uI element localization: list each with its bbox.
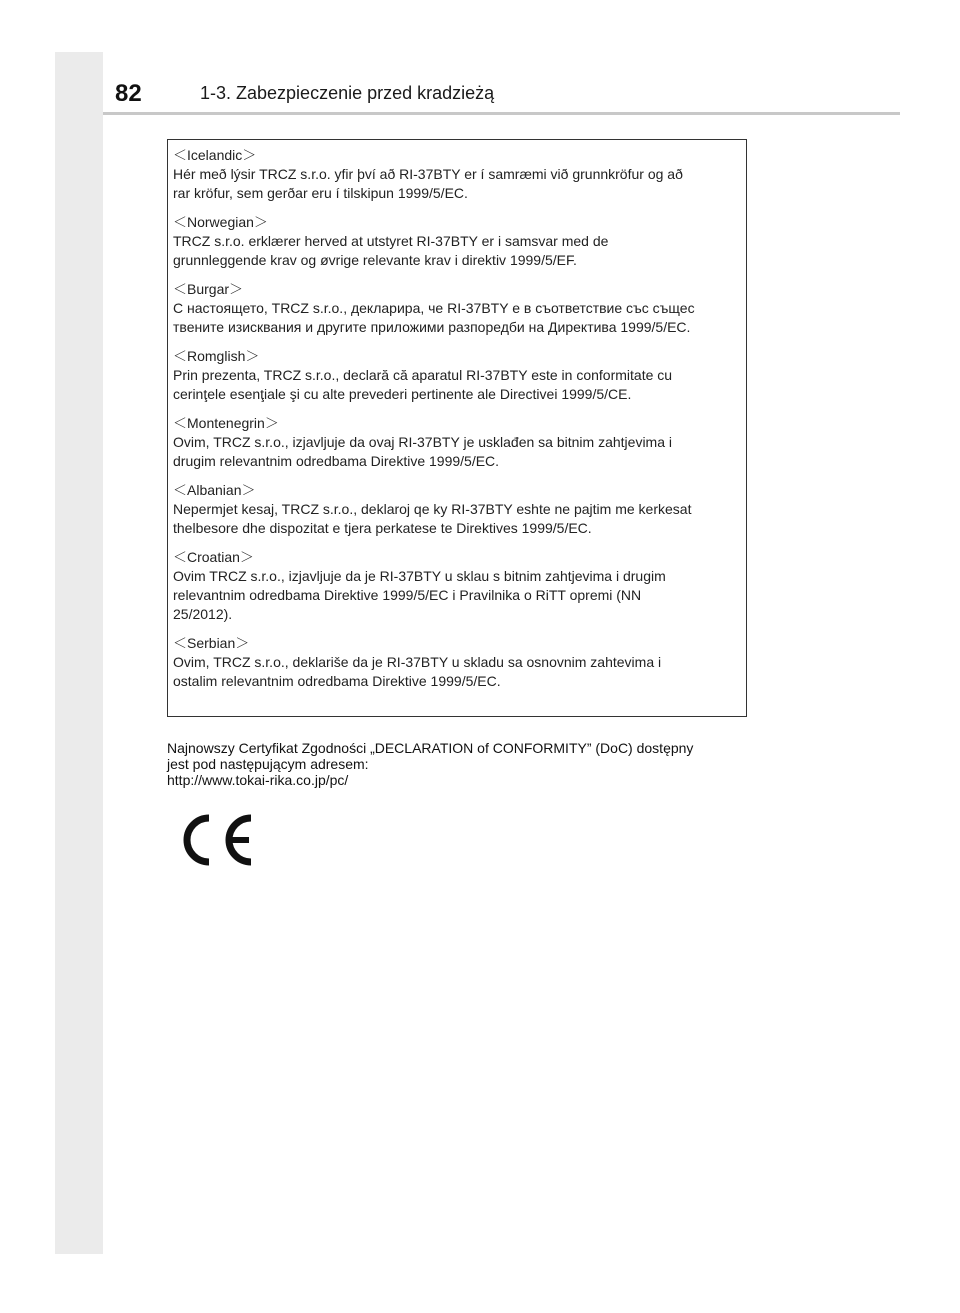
declaration-icelandic [173, 146, 746, 203]
declaration-line: rar kröfur, sem gerðar eru í tilskipun 1999/5/EC. [173, 185, 468, 201]
language-heading: ＜Montenegrin＞ [173, 415, 279, 431]
declaration-serbian [173, 634, 746, 691]
declaration-line: thelbesore dhe dispozitat e tjera perkatese te Direktives 1999/5/EC. [173, 520, 592, 536]
declaration-line: Nepermjet kesaj, TRCZ s.r.o., deklaroj qe ky RI-37BTY eshte ne pajtim me kerkesat [173, 501, 692, 517]
declaration-bulgarian [173, 280, 746, 337]
declaration-line: TRCZ s.r.o. erklærer herved at utstyret RI-37BTY er i samsvar med de [173, 233, 609, 249]
language-heading: ＜Norwegian＞ [173, 214, 268, 230]
note-line: jest pod następującym adresem: [167, 756, 369, 772]
declaration-line: relevantnim odredbama Direktive 1999/5/EC i Pravilnika o RiTT opremi (NN [173, 587, 642, 603]
declaration-line: cerinţele esenţiale şi cu alte prevederi pertinente ale Directivei 1999/5/CE. [173, 386, 632, 402]
language-heading: ＜Albanian＞ [173, 482, 256, 498]
declaration-line: ostalim relevantnim odredbama Direktive 1999/5/EC. [173, 673, 501, 689]
header-divider [103, 112, 900, 115]
declaration-croatian [173, 548, 746, 624]
language-heading: ＜Icelandic＞ [173, 147, 257, 163]
declaration-line: grunnleggende krav og øvrige relevante krav i direktiv 1999/5/EF. [173, 252, 577, 268]
page-number: 82 [115, 80, 142, 107]
declaration-montenegrin [173, 414, 746, 471]
declaration-line: твените изисквания и другите приложими разпоредби на Директива 1999/5/ЕС. [173, 319, 691, 335]
ce-mark-icon [175, 812, 255, 868]
declaration-line: Prin prezenta, TRCZ s.r.o., declară că aparatul RI-37BTY este in conformitate cu [173, 367, 673, 383]
declaration-albanian [173, 481, 746, 538]
declaration-norwegian [173, 213, 746, 270]
declaration-line: Ovim, TRCZ s.r.o., deklariše da je RI-37BTY u skladu sa osnovnim zahtevima i [173, 654, 662, 670]
language-heading: ＜Serbian＞ [173, 635, 250, 651]
page-header [103, 70, 900, 112]
section-title: 1-3. Zabezpieczenie przed kradzieżą [200, 83, 495, 103]
declaration-line: 25/2012). [173, 606, 233, 622]
declaration-box [167, 139, 747, 717]
language-heading: ＜Romglish＞ [173, 348, 260, 364]
language-heading: ＜Croatian＞ [173, 549, 254, 565]
doc-availability-note [167, 740, 767, 788]
language-heading: ＜Burgar＞ [173, 281, 244, 297]
declaration-line: drugim relevantnim odredbama Direktive 1999/5/EC. [173, 453, 500, 469]
declaration-line: Hér með lýsir TRCZ s.r.o. yfir því að RI-37BTY er í samræmi við grunnkröfur og að [173, 166, 683, 182]
declaration-line: Ovim, TRCZ s.r.o., izjavljuje da ovaj RI-37BTY je usklađen sa bitnim zahtjevima i [173, 434, 673, 450]
note-line: Najnowszy Certyfikat Zgodności „DECLARATION of CONFORMITY” (DoC) dostępny [167, 740, 694, 756]
declaration-line: С настоящето, TRCZ s.r.o., декларира, че RI-37BTY е в съответствие със същес [173, 300, 695, 316]
doc-url: http://www.tokai-rika.co.jp/pc/ [167, 772, 349, 788]
page-side-tab [55, 52, 103, 1254]
declaration-romanian [173, 347, 746, 404]
declaration-line: Ovim TRCZ s.r.o., izjavljuje da je RI-37BTY u sklau s bitnim zahtjevima i drugim [173, 568, 666, 584]
